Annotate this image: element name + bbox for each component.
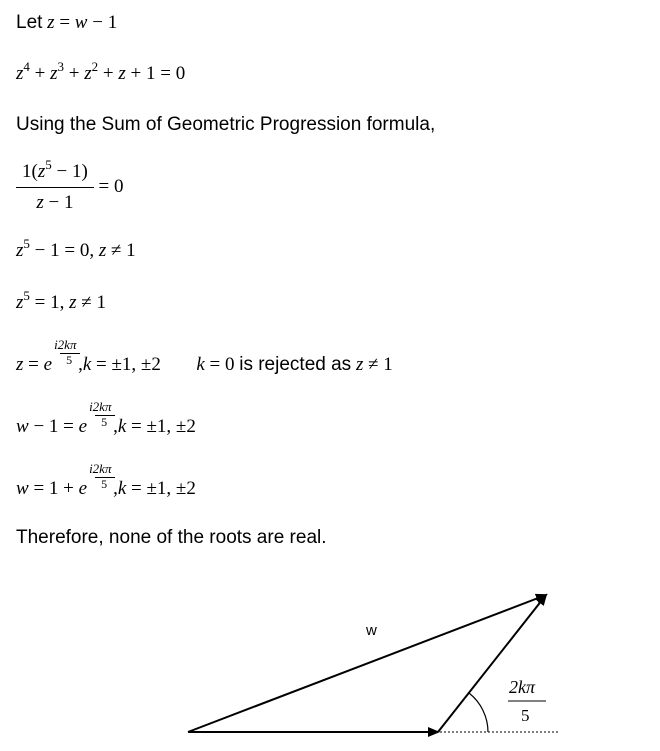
angle-arc	[469, 693, 488, 732]
gp-fraction-denominator: z − 1	[36, 192, 74, 213]
let-one: 1	[107, 12, 118, 33]
poly-plus4: +	[130, 63, 142, 84]
let-text: Let	[16, 12, 43, 33]
poly-z3: z	[50, 63, 58, 84]
poly-pow4: 4	[23, 59, 30, 74]
poly-z2: z	[84, 63, 92, 84]
poly-z1: z	[118, 63, 126, 84]
poly-eq: =	[160, 63, 171, 84]
poly-one: 1	[146, 63, 156, 84]
let-var-z: z	[47, 12, 55, 33]
let-minus: −	[92, 12, 103, 33]
line-using-gp: Using the Sum of Geometric Progression formula,	[16, 114, 436, 135]
poly-pow2: 2	[91, 59, 99, 74]
line-z-roots: z = e $\frac{i2k\pi}{5}$ ,k = ±1, ±2 k = 0 is rejected as z ≠ 1	[16, 337, 393, 375]
poly-plus2: +	[68, 63, 80, 84]
gp-fraction-eq: = 0	[98, 175, 124, 197]
z-root-exponent: $\frac{i2k\pi}{5}$	[52, 360, 78, 370]
w-vector-label: w	[366, 622, 377, 639]
poly-z4: z	[16, 63, 24, 84]
gp-fraction-numerator: $1(z^5 - 1)$	[16, 160, 94, 188]
poly-zero: 0	[175, 63, 186, 84]
line-z5-minus-one: $z^5 - 1 = 0$, z ≠ 1	[16, 236, 136, 261]
poly-plus3: +	[102, 63, 114, 84]
line-w-eq: w = 1 + e $\frac{i2k\pi}{5}$ ,k = ±1, ±2	[16, 461, 196, 499]
poly-pow3: 3	[57, 59, 65, 74]
w-minus-exponent: $\frac{i2k\pi}{5}$	[87, 422, 113, 432]
angle-label-denominator: 5	[521, 706, 530, 725]
w-eq-exponent: $\frac{i2k\pi}{5}$	[87, 484, 113, 494]
line-z5-eq-one: $z^5 = 1$, z ≠ 1	[16, 288, 106, 313]
angle-label-numerator: 2kπ	[509, 677, 536, 697]
poly-plus1: +	[34, 63, 46, 84]
line-w-minus-one: w − 1 = e $\frac{i2k\pi}{5}$ ,k = ±1, ±2	[16, 399, 196, 437]
let-var-w: w	[74, 12, 88, 33]
let-eq: =	[59, 12, 71, 33]
line-conclusion: Therefore, none of the roots are real.	[16, 527, 327, 548]
